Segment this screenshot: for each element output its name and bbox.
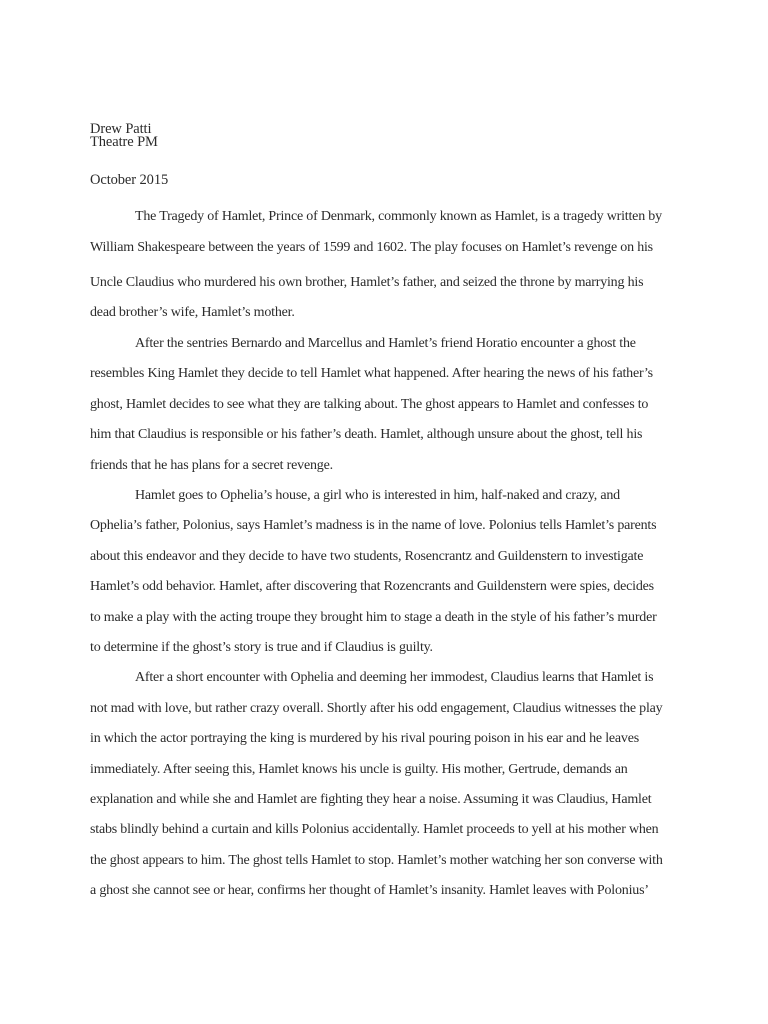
paragraph-4-line-1: After a short encounter with Ophelia and deeming her immodest, Claudius learns that Hamlet is <box>135 670 654 685</box>
paragraph-4-line-8: a ghost she cannot see or hear, confirms her thought of Hamlet’s insanity. Hamlet leaves with Polonius’ <box>90 883 649 898</box>
paragraph-3-line-3: about this endeavor and they decide to have two students, Rosencrantz and Guildenstern to investigate <box>90 549 644 564</box>
paragraph-3-line-6: to determine if the ghost’s story is true and if Claudius is guilty. <box>90 640 433 655</box>
author-name: Drew Patti <box>90 121 152 137</box>
paragraph-4-line-2: not mad with love, but rather crazy overall. Shortly after his odd engagement, Claudius witnesses the play <box>90 701 663 716</box>
paragraph-3-line-1: Hamlet goes to Ophelia’s house, a girl who is interested in him, half-naked and crazy, and <box>135 488 620 503</box>
paragraph-2-line-2: resembles King Hamlet they decide to tell Hamlet what happened. After hearing the news of his father’s <box>90 366 653 381</box>
paragraph-1-line-2: William Shakespeare between the years of 1599 and 1602. The play focuses on Hamlet’s revenge on his <box>90 240 653 255</box>
paragraph-3-line-4: Hamlet’s odd behavior. Hamlet, after discovering that Rozencrants and Guildenstern were spies, decides <box>90 579 654 594</box>
paragraph-1-line-1: The Tragedy of Hamlet, Prince of Denmark, commonly known as Hamlet, is a tragedy written by <box>135 209 662 224</box>
paragraph-1-line-3: Uncle Claudius who murdered his own brother, Hamlet’s father, and seized the throne by marrying his <box>90 275 644 290</box>
document-date: October 2015 <box>90 172 169 188</box>
paragraph-3-line-2: Ophelia’s father, Polonius, says Hamlet’s madness is in the name of love. Polonius tells Hamlet’s parents <box>90 518 657 533</box>
paragraph-2-line-5: friends that he has plans for a secret revenge. <box>90 458 333 473</box>
paragraph-3-line-5: to make a play with the acting troupe they brought him to stage a death in the style of his father’s murder <box>90 610 657 625</box>
paragraph-2-line-4: him that Claudius is responsible or his father’s death. Hamlet, although unsure about the ghost, tell his <box>90 427 643 442</box>
paragraph-4-line-7: the ghost appears to him. The ghost tells Hamlet to stop. Hamlet’s mother watching her son converse with <box>90 853 663 868</box>
paragraph-4-line-4: immediately. After seeing this, Hamlet knows his uncle is guilty. His mother, Gertrude, demands an <box>90 762 628 777</box>
paragraph-4-line-6: stabs blindly behind a curtain and kills Polonius accidentally. Hamlet proceeds to yell at his mother when <box>90 822 659 837</box>
paragraph-2-line-1: After the sentries Bernardo and Marcellus and Hamlet’s friend Horatio encounter a ghost the <box>135 336 636 351</box>
paragraph-1-line-4: dead brother’s wife, Hamlet’s mother. <box>90 305 295 320</box>
course-name: Theatre PM <box>90 134 158 150</box>
paragraph-4-line-3: in which the actor portraying the king is murdered by his rival pouring poison in his ear and he leaves <box>90 731 639 746</box>
paragraph-2-line-3: ghost, Hamlet decides to see what they are talking about. The ghost appears to Hamlet and confesses to <box>90 397 649 412</box>
paragraph-4-line-5: explanation and while she and Hamlet are fighting they hear a noise. Assuming it was Claudius, Hamlet <box>90 792 652 807</box>
